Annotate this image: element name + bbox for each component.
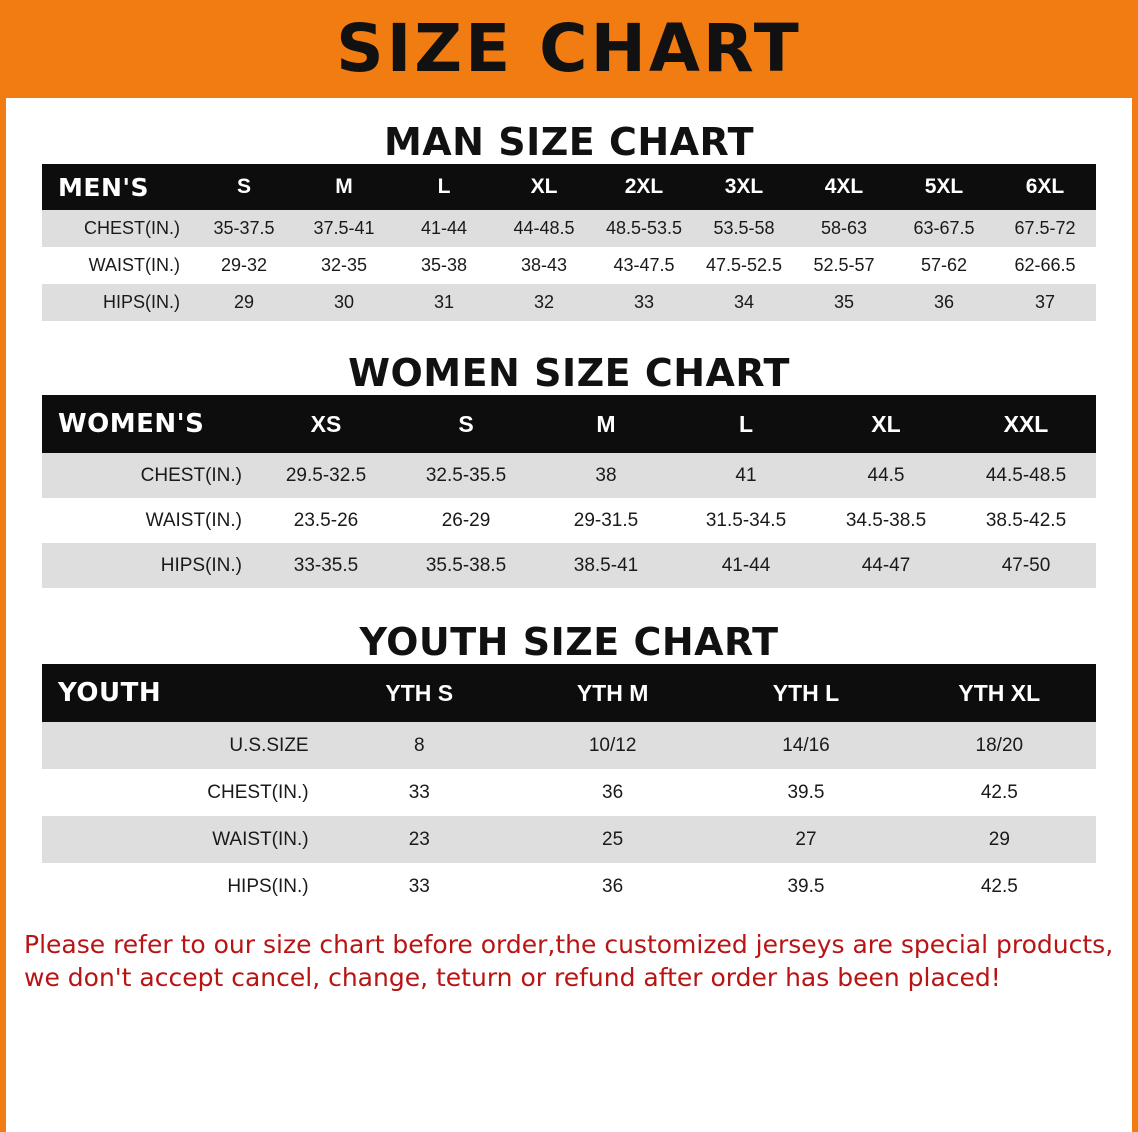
youth-col-header: YTH S [323,664,516,722]
table-cell: 35-38 [394,247,494,284]
women-col-header: M [536,395,676,453]
women-row-label: HIPS(IN.) [42,543,256,588]
men-col-header: S [194,164,294,210]
table-cell: 67.5-72 [994,210,1096,247]
men-table-wrap [6,164,1132,321]
men-col-header: M [294,164,394,210]
table-row [42,816,1096,863]
table-row [42,498,1096,543]
table-cell: 29-32 [194,247,294,284]
table-cell: 38 [536,453,676,498]
table-cell: 39.5 [709,863,902,910]
youth-section-heading: YOUTH SIZE CHART [359,620,779,664]
men-section-heading: MAN SIZE CHART [383,120,755,164]
table-cell: 38.5-42.5 [956,498,1096,543]
table-cell: 35-37.5 [194,210,294,247]
table-row [42,769,1096,816]
table-cell: 47-50 [956,543,1096,588]
table-cell: 31 [394,284,494,321]
men-header-label: MEN'S [42,164,194,210]
table-cell: 23 [323,816,516,863]
table-cell: 52.5-57 [794,247,894,284]
youth-col-header: YTH L [709,664,902,722]
table-cell: 57-62 [894,247,994,284]
women-col-header: S [396,395,536,453]
policy-note-line: we don't accept cancel, change, teturn or refund after order has been placed! [24,963,1001,993]
youth-col-header: YTH M [516,664,709,722]
youth-row-label: CHEST(IN.) [42,769,323,816]
men-col-header: 5XL [894,164,994,210]
table-cell: 18/20 [903,722,1096,769]
table-cell: 44.5-48.5 [956,453,1096,498]
table-cell: 47.5-52.5 [694,247,794,284]
table-cell: 10/12 [516,722,709,769]
men-col-header: 4XL [794,164,894,210]
youth-row-label: HIPS(IN.) [42,863,323,910]
table-cell: 29.5-32.5 [256,453,396,498]
women-row-label: CHEST(IN.) [42,453,256,498]
table-cell: 44.5 [816,453,956,498]
policy-note [24,928,1114,995]
table-cell: 41 [676,453,816,498]
table-cell: 42.5 [903,769,1096,816]
men-header-row [42,164,1096,210]
table-cell: 44-48.5 [494,210,594,247]
men-col-header: 3XL [694,164,794,210]
youth-header-label: YOUTH [42,664,323,722]
women-col-header: L [676,395,816,453]
men-col-header: XL [494,164,594,210]
table-cell: 42.5 [903,863,1096,910]
table-cell: 14/16 [709,722,902,769]
table-cell: 34 [694,284,794,321]
men-col-header: 6XL [994,164,1096,210]
page-banner [0,0,1138,98]
table-row [42,453,1096,498]
table-cell: 33 [594,284,694,321]
table-row [42,284,1096,321]
table-cell: 8 [323,722,516,769]
table-cell: 23.5-26 [256,498,396,543]
table-cell: 33 [323,769,516,816]
table-cell: 35 [794,284,894,321]
men-row-label: HIPS(IN.) [42,284,194,321]
table-cell: 29 [194,284,294,321]
table-cell: 38.5-41 [536,543,676,588]
table-cell: 48.5-53.5 [594,210,694,247]
table-cell: 58-63 [794,210,894,247]
youth-table-wrap [6,664,1132,910]
youth-size-table [42,664,1096,910]
women-size-table [42,395,1096,588]
women-col-header: XXL [956,395,1096,453]
women-header-label: WOMEN'S [42,395,256,453]
table-cell: 53.5-58 [694,210,794,247]
table-row [42,210,1096,247]
men-col-header: 2XL [594,164,694,210]
table-cell: 30 [294,284,394,321]
table-cell: 37 [994,284,1096,321]
women-table-wrap [6,395,1132,588]
table-row [42,863,1096,910]
table-cell: 35.5-38.5 [396,543,536,588]
youth-row-label: U.S.SIZE [42,722,323,769]
table-cell: 34.5-38.5 [816,498,956,543]
table-cell: 41-44 [676,543,816,588]
table-cell: 63-67.5 [894,210,994,247]
women-section-heading: WOMEN SIZE CHART [348,351,790,395]
table-cell: 39.5 [709,769,902,816]
table-cell: 27 [709,816,902,863]
table-cell: 25 [516,816,709,863]
women-col-header: XL [816,395,956,453]
table-cell: 36 [516,863,709,910]
table-cell: 32 [494,284,594,321]
table-cell: 41-44 [394,210,494,247]
youth-header-row [42,664,1096,722]
table-cell: 62-66.5 [994,247,1096,284]
women-col-header: XS [256,395,396,453]
policy-note-line: Please refer to our size chart before order,the customized jerseys are special products, [24,930,1114,959]
table-cell: 38-43 [494,247,594,284]
table-cell: 33-35.5 [256,543,396,588]
men-col-header: L [394,164,494,210]
youth-col-header: YTH XL [903,664,1096,722]
women-row-label: WAIST(IN.) [42,498,256,543]
table-cell: 44-47 [816,543,956,588]
youth-row-label: WAIST(IN.) [42,816,323,863]
men-row-label: WAIST(IN.) [42,247,194,284]
table-row [42,247,1096,284]
table-cell: 32-35 [294,247,394,284]
table-row [42,722,1096,769]
table-cell: 36 [516,769,709,816]
men-size-table [42,164,1096,321]
table-cell: 33 [323,863,516,910]
table-cell: 26-29 [396,498,536,543]
table-cell: 36 [894,284,994,321]
table-cell: 43-47.5 [594,247,694,284]
table-cell: 31.5-34.5 [676,498,816,543]
table-cell: 32.5-35.5 [396,453,536,498]
table-cell: 37.5-41 [294,210,394,247]
table-cell: 29 [903,816,1096,863]
men-row-label: CHEST(IN.) [42,210,194,247]
table-row [42,543,1096,588]
women-header-row [42,395,1096,453]
table-cell: 29-31.5 [536,498,676,543]
page-title: SIZE CHART [336,10,802,87]
